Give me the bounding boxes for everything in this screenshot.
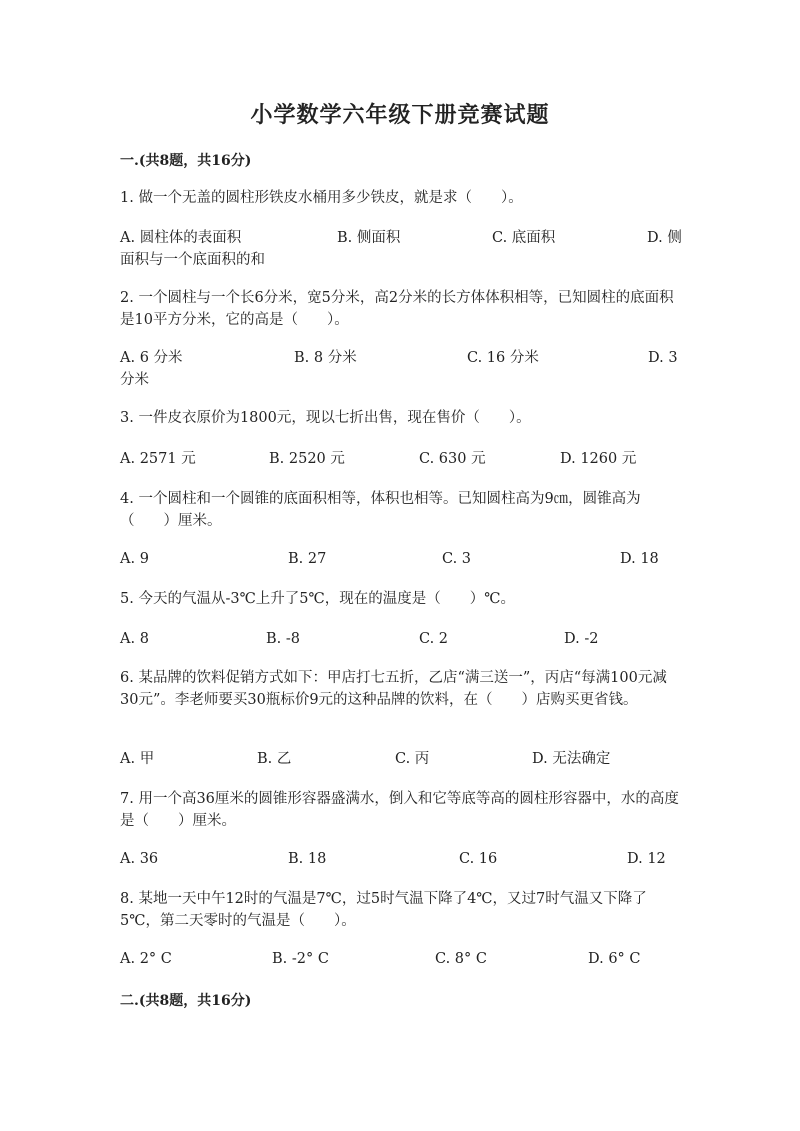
option-b: B. 18	[288, 851, 327, 867]
option-c: C. 630 元	[419, 451, 486, 467]
option-a: A. 9	[120, 551, 149, 567]
option-a: A. 圆柱体的表面积	[120, 230, 242, 246]
option-c: C. 3	[442, 551, 472, 567]
options-row-3	[120, 448, 678, 470]
option-a: A. 2° C	[120, 951, 172, 967]
options-row-7	[120, 848, 678, 870]
option-b: B. 8 分米	[294, 350, 357, 366]
page-title: 小学数学六年级下册竞赛试题	[250, 102, 550, 128]
options-row-8	[120, 948, 678, 970]
option-d: D. -2	[564, 631, 599, 647]
question-8: 8. 某地一天中午12时的气温是7℃，过5时气温下降了4℃，又过7时气温又下降了5℃，第二天零时的气温是（ ）。	[120, 891, 647, 929]
options-row-5	[120, 628, 678, 650]
options-row-6	[120, 748, 678, 770]
option-d: D. 18	[620, 551, 659, 567]
option-a: A. 2571 元	[120, 451, 196, 467]
option-d: D. 1260 元	[560, 451, 637, 467]
option-b: B. 2520 元	[269, 451, 345, 467]
question-1: 1. 做一个无盖的圆柱形铁皮水桶用多少铁皮，就是求（ ）。	[120, 190, 523, 206]
options-row-2	[120, 347, 678, 369]
option-b: B. 27	[288, 551, 327, 567]
option-c: C. 丙	[395, 751, 430, 767]
question-5: 5. 今天的气温从-3℃上升了5℃，现在的温度是（ ）℃。	[120, 591, 515, 607]
option-b: B. -8	[266, 631, 300, 647]
option-a: A. 甲	[120, 751, 155, 767]
option-d: D. 3	[648, 350, 678, 366]
question-6: 6. 某品牌的饮料促销方式如下：甲店打七五折，乙店“满三送一”，丙店“每满100元减30元”。李老师要买30瓶标价9元的这种品牌的饮料，在（ ）店购买更省钱。	[120, 670, 667, 708]
option-b: B. -2° C	[272, 951, 329, 967]
question-7: 7. 用一个高36厘米的圆锥形容器盛满水，倒入和它等底等高的圆柱形容器中，水的高度是（ ）厘米。	[120, 791, 679, 829]
option-d-continuation: 面积与一个底面积的和	[120, 252, 265, 268]
options-row-4	[120, 548, 678, 570]
question-2: 2. 一个圆柱与一个长6分米，宽5分米，高2分米的长方体体积相等，已知圆柱的底面积是10平方分米，它的高是（ ）。	[120, 290, 674, 328]
option-d: D. 12	[627, 851, 666, 867]
option-b: B. 乙	[257, 751, 292, 767]
option-c: C. 8° C	[435, 951, 487, 967]
option-d: D. 6° C	[588, 951, 641, 967]
option-a: A. 8	[120, 631, 149, 647]
option-a: A. 6 分米	[120, 350, 183, 366]
question-3: 3. 一件皮衣原价为1800元，现以七折出售，现在售价（ ）。	[120, 410, 531, 426]
option-c: C. 16	[459, 851, 498, 867]
section-heading-1: 一.(共8题，共16分)	[120, 153, 252, 169]
question-4: 4. 一个圆柱和一个圆锥的底面积相等，体积也相等。已知圆柱高为9㎝，圆锥高为（ ）厘米。	[120, 491, 641, 529]
options-row-1	[120, 227, 682, 249]
option-c: C. 底面积	[492, 230, 556, 246]
section-heading-2: 二.(共8题，共16分)	[120, 993, 252, 1009]
option-a: A. 36	[120, 851, 159, 867]
option-c: C. 2	[419, 631, 449, 647]
option-b: B. 侧面积	[337, 230, 401, 246]
option-d: D. 无法确定	[532, 751, 611, 767]
option-d: D. 侧	[647, 230, 682, 246]
option-d-continuation: 分米	[120, 372, 149, 388]
option-c: C. 16 分米	[467, 350, 539, 366]
